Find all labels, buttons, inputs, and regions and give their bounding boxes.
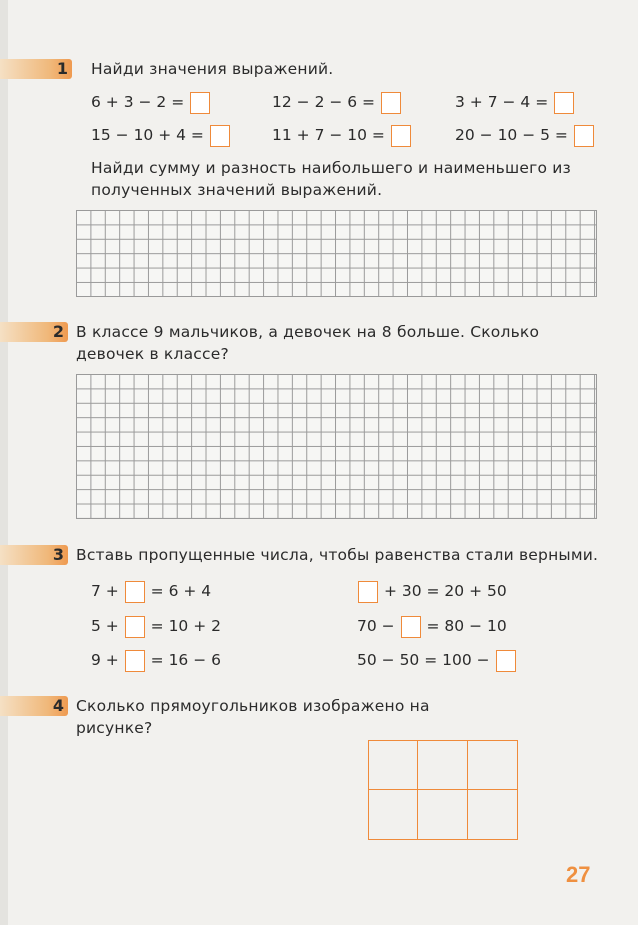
rectangles-figure [368, 740, 518, 840]
equation: 5 + = 10 + 2 [91, 614, 221, 638]
answer-box[interactable] [554, 92, 574, 114]
equation: + 30 = 20 + 50 [357, 579, 507, 603]
missing-number-box[interactable] [125, 650, 145, 672]
answer-box[interactable] [190, 92, 210, 114]
task-4-number: 4 [52, 696, 64, 715]
answer-box[interactable] [210, 125, 230, 147]
equation: 50 − 50 = 100 − [357, 648, 517, 672]
task-3-title: Вставь пропущенные числа, чтобы равенства стали верными. [76, 546, 599, 564]
expression: 3 + 7 − 4 = [455, 90, 575, 114]
task-1-title: Найди значения выражений. [91, 60, 334, 78]
task-2-number: 2 [52, 322, 64, 341]
answer-box[interactable] [574, 125, 594, 147]
figure-line [467, 741, 468, 839]
task-1-badge [0, 59, 72, 79]
task-3-number: 3 [52, 545, 64, 564]
expression: 11 + 7 − 10 = [272, 123, 412, 147]
task-3-badge [0, 545, 68, 565]
page-edge [0, 0, 8, 925]
answer-box[interactable] [381, 92, 401, 114]
figure-line [369, 789, 517, 790]
page-number: 27 [566, 862, 591, 887]
missing-number-box[interactable] [125, 581, 145, 603]
task-1-question: Найди сумму и разность наибольшего и наименьшего из полученных значений выражений. [91, 159, 571, 199]
missing-number-box[interactable] [401, 616, 421, 638]
answer-grid-1[interactable] [76, 210, 597, 297]
missing-number-box[interactable] [125, 616, 145, 638]
answer-grid-2[interactable] [76, 374, 597, 519]
task-2-text: В классе 9 мальчиков, а девочек на 8 больше. Сколько девочек в классе? [76, 323, 540, 363]
expression: 15 − 10 + 4 = [91, 123, 231, 147]
task-4-badge [0, 696, 68, 716]
missing-number-box[interactable] [496, 650, 516, 672]
task-1-number: 1 [56, 59, 68, 78]
expression: 20 − 10 − 5 = [455, 123, 595, 147]
answer-box[interactable] [391, 125, 411, 147]
equation: 7 + = 6 + 4 [91, 579, 211, 603]
task-4-text: Сколько прямоугольников изображено на рисунке? [76, 697, 430, 737]
expression: 12 − 2 − 6 = [272, 90, 402, 114]
figure-line [417, 741, 418, 839]
task-2-badge [0, 322, 68, 342]
expression: 6 + 3 − 2 = [91, 90, 211, 114]
equation: 9 + = 16 − 6 [91, 648, 221, 672]
equation: 70 − = 80 − 10 [357, 614, 507, 638]
missing-number-box[interactable] [358, 581, 378, 603]
